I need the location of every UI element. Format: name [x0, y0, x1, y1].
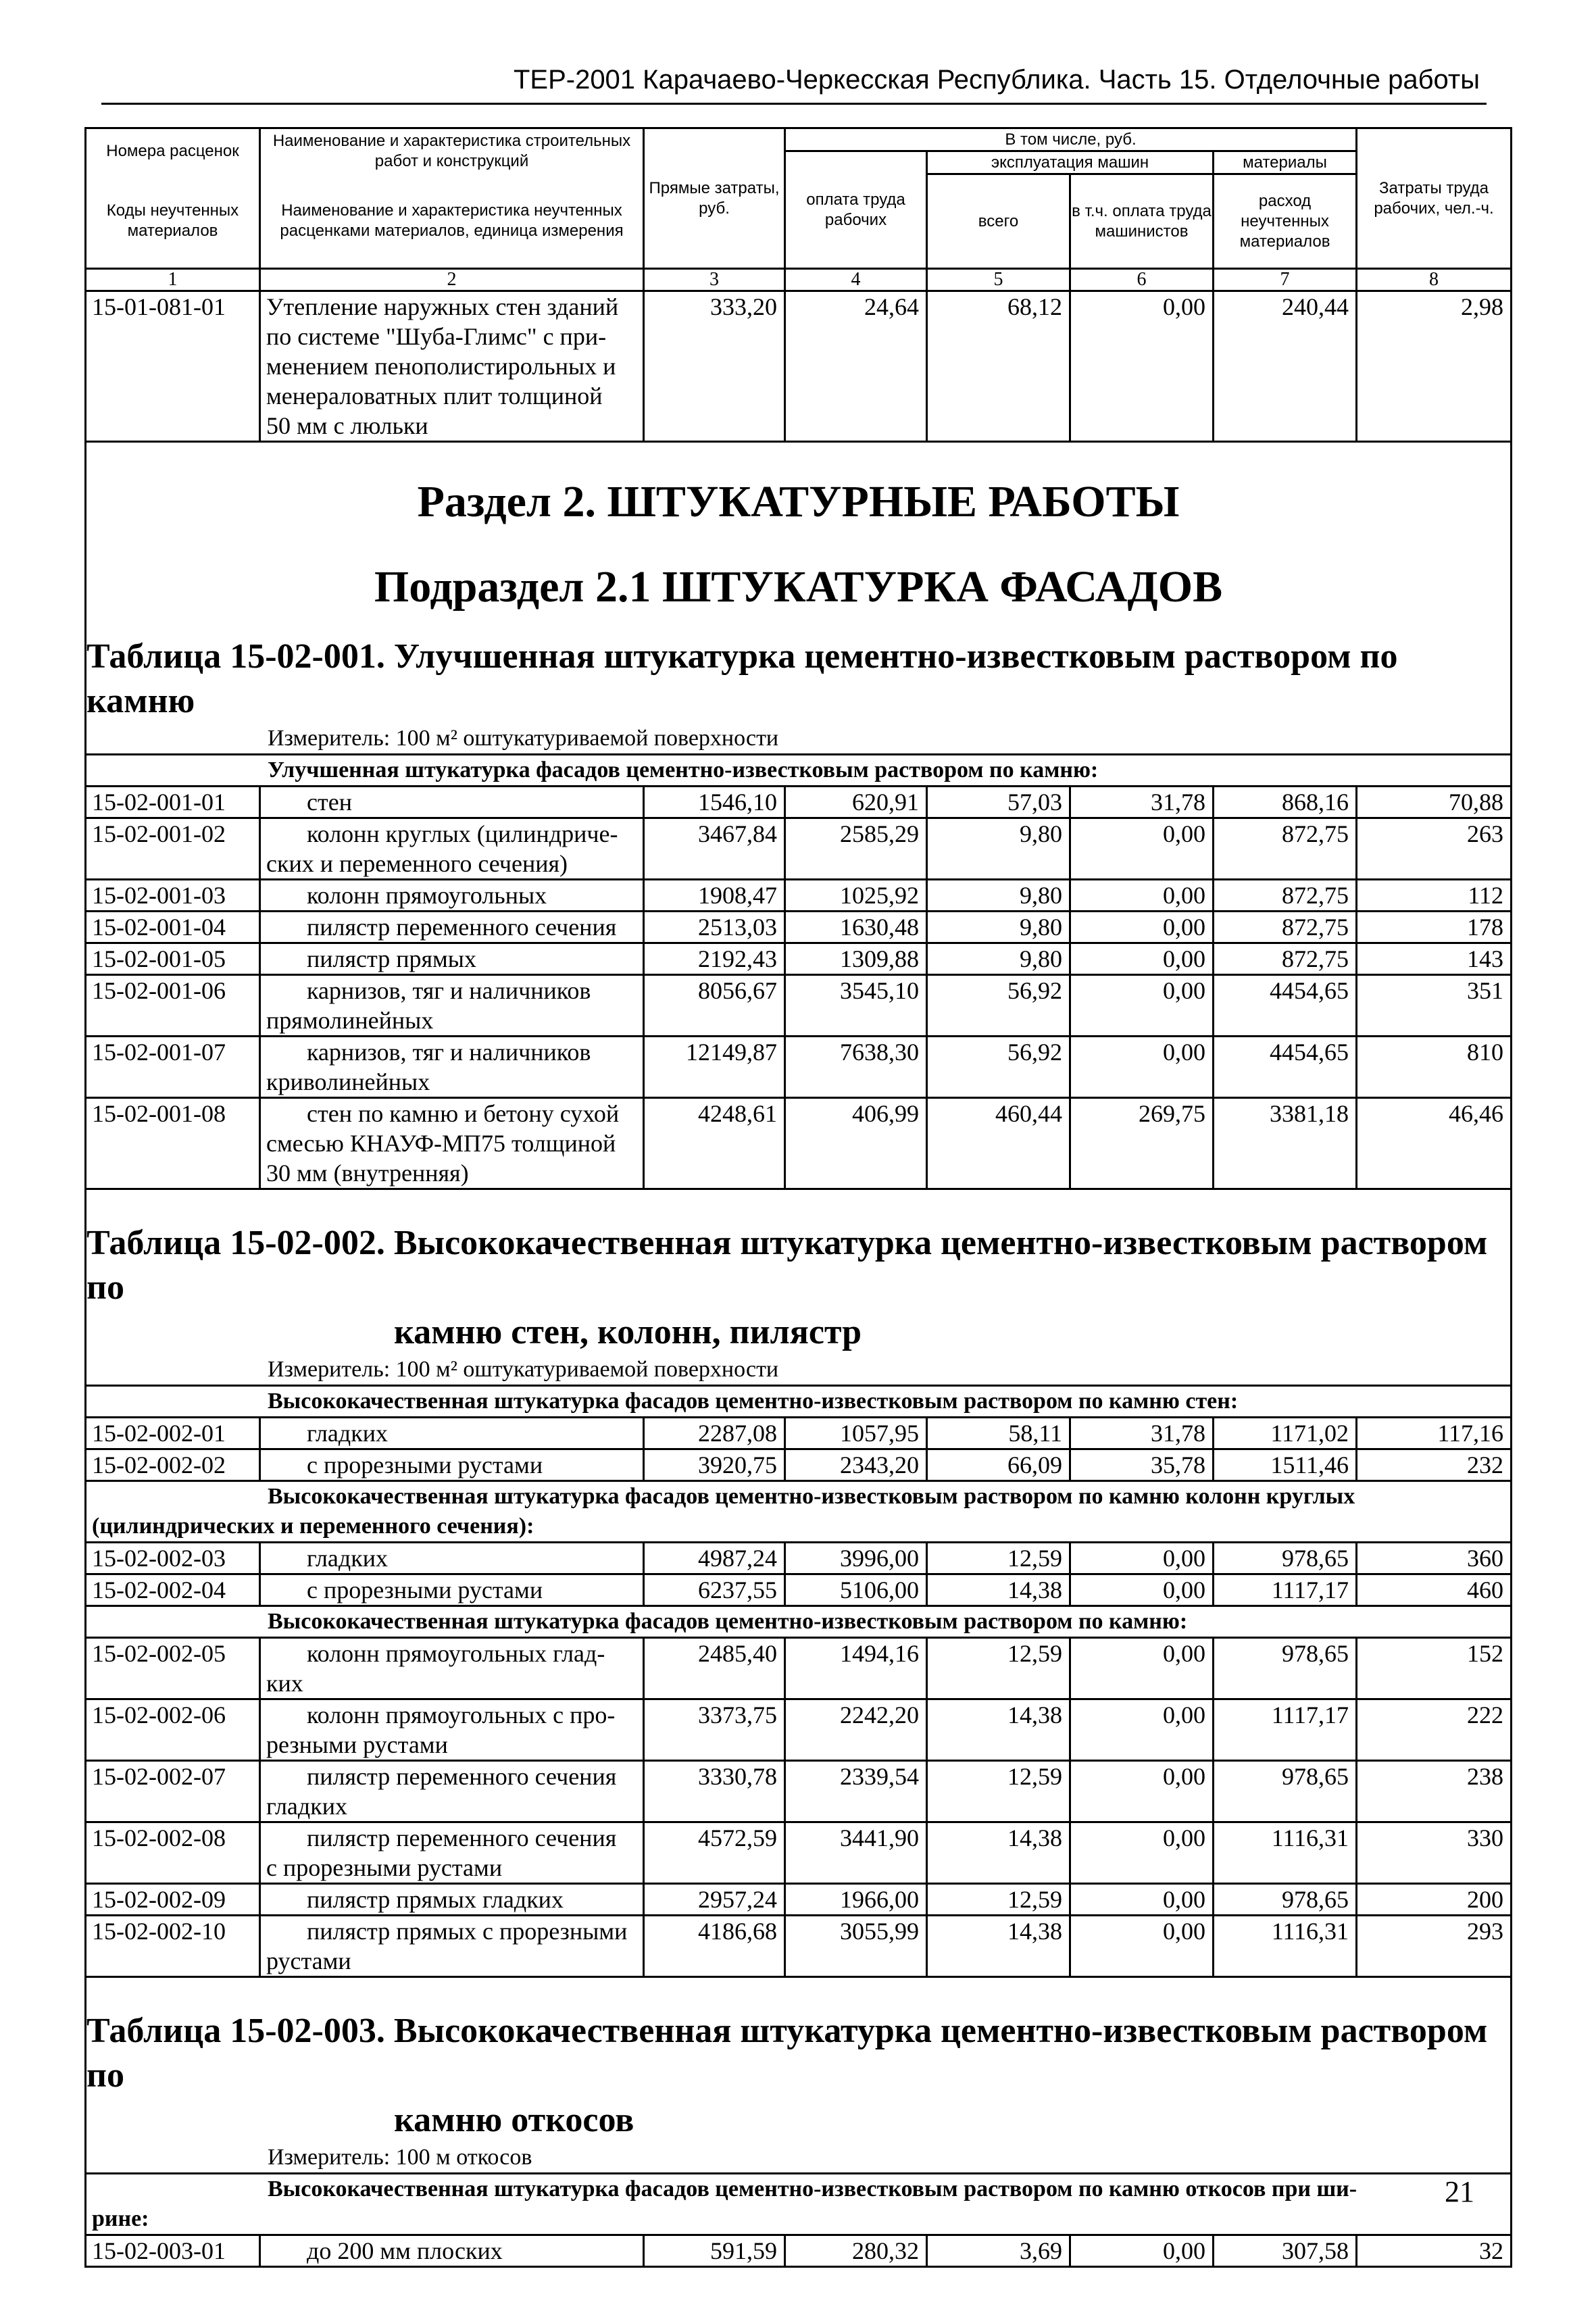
work-name [260, 912, 644, 943]
col3-header: Прямые затраты, руб. [644, 128, 785, 269]
value-col-7: 4454,65 [1214, 1037, 1357, 1098]
value-col-5: 56,92 [927, 1037, 1070, 1098]
col4-header: оплата труда рабочих [785, 151, 927, 269]
group-line: Высококачественная штукатурка фасадов цементно-известковым раствором по камню колонн круглых [268, 1484, 1355, 1509]
work-name-line: стен [307, 789, 352, 816]
value-col-6: 0,00 [1070, 880, 1214, 912]
rate-code: 15-02-002-08 [86, 1822, 260, 1884]
value-col-7: 1116,31 [1214, 1916, 1357, 1977]
group-heading [86, 1386, 1512, 1418]
value-col-6: 0,00 [1070, 1884, 1214, 1916]
table-title-line: Таблица 15-02-002. Высококачественная штукатурка цементно-известковым раствором по [86, 1224, 1488, 1307]
work-name-line: колонн круглых (цилиндриче- [307, 820, 618, 847]
work-name [260, 1638, 644, 1699]
value-col-6: 0,00 [1070, 1638, 1214, 1699]
work-name-line: карнизов, тяг и наличников [307, 977, 591, 1004]
measure-text: Измеритель: 100 м² оштукатуриваемой поверхности [268, 726, 779, 751]
value-col-8: 810 [1357, 1037, 1512, 1098]
table-title [86, 1221, 1512, 1355]
value-col-5: 57,03 [927, 787, 1070, 818]
work-name [260, 818, 644, 880]
group-line: Высококачественная штукатурка фасадов цементно-известковым раствором по камню стен: [268, 1389, 1239, 1414]
table-row [86, 1449, 1512, 1481]
value-col-3: 4248,61 [644, 1098, 785, 1189]
value-col-5: 9,80 [927, 880, 1070, 912]
subsection-title: Подраздел 2.1 ШТУКАТУРКА ФАСАДОВ [374, 562, 1223, 612]
page-number: 21 [1445, 2175, 1474, 2208]
col5-header: всего [927, 174, 1070, 269]
materials-header: материалы [1214, 151, 1357, 174]
value-col-8: 70,88 [1357, 787, 1512, 818]
rate-code: 15-02-001-08 [86, 1098, 260, 1189]
value-col-3: 1546,10 [644, 787, 785, 818]
work-name-line: прямолинейных [266, 1007, 434, 1034]
value-col-8: 351 [1357, 975, 1512, 1037]
value-col-7: 1116,31 [1214, 1822, 1357, 1884]
value-col-3: 3467,84 [644, 818, 785, 880]
table-row [86, 1761, 1512, 1822]
work-name-line: по системе "Шуба-Глимс" с при- [266, 323, 607, 350]
value-col-7: 1171,02 [1214, 1418, 1357, 1449]
work-name-line: гладких [307, 1545, 388, 1572]
table-row [86, 818, 1512, 880]
value-col-6: 31,78 [1070, 787, 1214, 818]
value-col-3: 8056,67 [644, 975, 785, 1037]
value-col-6: 0,00 [1070, 818, 1214, 880]
rate-code: 15-02-002-03 [86, 1543, 260, 1574]
work-name-line: смесью КНАУФ-МП75 толщиной [266, 1130, 616, 1157]
measure-unit [86, 1355, 1512, 1386]
value-col-4: 406,99 [785, 1098, 927, 1189]
table-row [86, 1098, 1512, 1189]
work-name [260, 880, 644, 912]
value-col-3: 591,59 [644, 2235, 785, 2267]
measure-text: Измеритель: 100 м откосов [268, 2145, 532, 2170]
value-col-4: 3441,90 [785, 1822, 927, 1884]
group-line: рине: [92, 2206, 149, 2231]
value-col-4: 2343,20 [785, 1449, 927, 1481]
value-col-3: 3373,75 [644, 1699, 785, 1761]
running-header [101, 65, 1487, 105]
work-name [260, 787, 644, 818]
value-col-3: 2485,40 [644, 1638, 785, 1699]
value-col-4: 1966,00 [785, 1884, 927, 1916]
column-number: 7 [1214, 269, 1357, 291]
value-col-3: 2513,03 [644, 912, 785, 943]
value-col-7: 3381,18 [1214, 1098, 1357, 1189]
column-number: 3 [644, 269, 785, 291]
work-name-line: ских и переменного сечения) [266, 850, 568, 877]
col2-bottom: Наименование и характеристика неучтенных расценками материалов, единица измерения [260, 174, 644, 269]
column-number: 1 [86, 269, 260, 291]
rate-code: 15-02-002-06 [86, 1699, 260, 1761]
value-col-8: 238 [1357, 1761, 1512, 1822]
table-title [86, 2009, 1512, 2143]
value-col-8: 117,16 [1357, 1418, 1512, 1449]
value-col-4: 1630,48 [785, 912, 927, 943]
value-col-8: 200 [1357, 1884, 1512, 1916]
value-col-6: 0,00 [1070, 1574, 1214, 1606]
value-col-7: 1117,17 [1214, 1574, 1357, 1606]
group-heading [86, 1606, 1512, 1638]
value-col-8: 460 [1357, 1574, 1512, 1606]
value-col-3: 12149,87 [644, 1037, 785, 1098]
table-title-line: Таблица 15-02-003. Высококачественная штукатурка цементно-известковым раствором по [86, 2012, 1488, 2095]
value-col-4: 5106,00 [785, 1574, 927, 1606]
value-col-7: 872,75 [1214, 943, 1357, 975]
rate-code: 15-02-001-01 [86, 787, 260, 818]
rates-table [84, 127, 1512, 2268]
rate-code: 15-02-002-01 [86, 1418, 260, 1449]
value-col-5: 56,92 [927, 975, 1070, 1037]
value-col-4: 280,32 [785, 2235, 927, 2267]
value-col-6: 0,00 [1070, 975, 1214, 1037]
measure-unit [86, 2143, 1512, 2174]
value-col-8: 232 [1357, 1449, 1512, 1481]
rate-code: 15-02-001-07 [86, 1037, 260, 1098]
table-row [86, 291, 1512, 442]
value-col-3: 3920,75 [644, 1449, 785, 1481]
value-col-3: 1908,47 [644, 880, 785, 912]
work-name-line: карнизов, тяг и наличников [307, 1039, 591, 1066]
table-row [86, 912, 1512, 943]
table-row [86, 880, 1512, 912]
col6-header: в т.ч. оплата труда машинистов [1070, 174, 1214, 269]
group-header: В том числе, руб. [785, 128, 1357, 151]
col2-top: Наименование и характеристика строительных работ и конструкций [260, 128, 644, 174]
value-col-8: 32 [1357, 2235, 1512, 2267]
group-line: Высококачественная штукатурка фасадов цементно-известковым раствором по камню откосов при ши- [268, 2176, 1357, 2201]
value-col-4: 24,64 [785, 291, 927, 442]
group-heading [86, 2174, 1512, 2235]
value-col-5: 12,59 [927, 1761, 1070, 1822]
work-name-line: колонн прямоугольных [307, 882, 547, 909]
value-col-5: 9,80 [927, 912, 1070, 943]
value-col-5: 12,59 [927, 1638, 1070, 1699]
value-col-4: 3996,00 [785, 1543, 927, 1574]
table-row [86, 1916, 1512, 1977]
value-col-5: 14,38 [927, 1822, 1070, 1884]
table-title [86, 634, 1512, 724]
section-title: Раздел 2. ШТУКАТУРНЫЕ РАБОТЫ [417, 477, 1180, 526]
column-number: 6 [1070, 269, 1214, 291]
work-name-line: пилястр прямых [307, 945, 476, 972]
table-row [86, 1574, 1512, 1606]
work-name-line: менераловатных плит толщиной [266, 382, 603, 409]
work-name-line: пилястр переменного сечения [307, 1824, 617, 1851]
value-col-3: 4186,68 [644, 1916, 785, 1977]
value-col-5: 9,80 [927, 818, 1070, 880]
work-name [260, 1418, 644, 1449]
table-title-line: камню стен, колонн, пилястр [394, 1313, 862, 1351]
value-col-4: 3545,10 [785, 975, 927, 1037]
spacer [86, 1977, 1512, 2010]
col1-top: Номера расценок [86, 128, 260, 174]
value-col-3: 4987,24 [644, 1543, 785, 1574]
table-row [86, 787, 1512, 818]
value-col-7: 1117,17 [1214, 1699, 1357, 1761]
column-number: 4 [785, 269, 927, 291]
work-name-line: ких [266, 1670, 303, 1697]
value-col-4: 2242,20 [785, 1699, 927, 1761]
value-col-5: 66,09 [927, 1449, 1070, 1481]
table-title-line: камню откосов [394, 2101, 634, 2139]
work-name-line: 50 мм с люльки [266, 412, 428, 439]
value-col-7: 872,75 [1214, 912, 1357, 943]
rate-code: 15-02-002-02 [86, 1449, 260, 1481]
group-heading [86, 755, 1512, 787]
work-name [260, 1884, 644, 1916]
work-name [260, 1098, 644, 1189]
work-name [260, 1761, 644, 1822]
work-name-line: криволинейных [266, 1068, 430, 1095]
rate-code: 15-02-002-10 [86, 1916, 260, 1977]
value-col-5: 68,12 [927, 291, 1070, 442]
machines-header: эксплуатация машин [927, 151, 1214, 174]
value-col-6: 0,00 [1070, 291, 1214, 442]
measure-text: Измеритель: 100 м² оштукатуриваемой поверхности [268, 1357, 779, 1382]
work-name [260, 291, 644, 442]
value-col-6: 0,00 [1070, 912, 1214, 943]
work-name-line: пилястр переменного сечения [307, 914, 617, 941]
work-name [260, 975, 644, 1037]
table-title-line: Таблица 15-02-001. Улучшенная штукатурка цементно-известковым раствором по камню [86, 637, 1398, 720]
work-name [260, 943, 644, 975]
value-col-3: 2192,43 [644, 943, 785, 975]
work-name-line: 30 мм (внутренняя) [266, 1160, 469, 1187]
value-col-6: 0,00 [1070, 1543, 1214, 1574]
value-col-5: 14,38 [927, 1574, 1070, 1606]
work-name-line: с прорезными рустами [307, 1451, 543, 1478]
value-col-5: 14,38 [927, 1916, 1070, 1977]
value-col-6: 0,00 [1070, 1822, 1214, 1884]
value-col-5: 12,59 [927, 1884, 1070, 1916]
work-name-line: до 200 мм плоских [307, 2237, 503, 2264]
rate-code: 15-02-002-07 [86, 1761, 260, 1822]
value-col-6: 0,00 [1070, 1761, 1214, 1822]
work-name-line: колонн прямоугольных с про- [307, 1701, 616, 1728]
value-col-5: 14,38 [927, 1699, 1070, 1761]
value-col-3: 333,20 [644, 291, 785, 442]
value-col-4: 7638,30 [785, 1037, 927, 1098]
header-title: ТЕР-2001 Карачаево-Черкесская Республика. Часть 15. Отделочные работы [513, 65, 1480, 95]
column-number: 5 [927, 269, 1070, 291]
value-col-4: 2585,29 [785, 818, 927, 880]
value-col-3: 3330,78 [644, 1761, 785, 1822]
value-col-3: 4572,59 [644, 1822, 785, 1884]
value-col-8: 143 [1357, 943, 1512, 975]
column-number: 2 [260, 269, 644, 291]
work-name-line: гладких [266, 1793, 347, 1820]
rate-code: 15-02-002-09 [86, 1884, 260, 1916]
value-col-6: 0,00 [1070, 1037, 1214, 1098]
work-name-line: рустами [266, 1947, 351, 1974]
table-row [86, 1822, 1512, 1884]
value-col-8: 360 [1357, 1543, 1512, 1574]
value-col-5: 3,69 [927, 2235, 1070, 2267]
value-col-8: 330 [1357, 1822, 1512, 1884]
value-col-6: 0,00 [1070, 1699, 1214, 1761]
group-line: Улучшенная штукатурка фасадов цементно-известковым раствором по камню: [268, 757, 1099, 782]
work-name-line: гладких [307, 1420, 388, 1447]
work-name [260, 1822, 644, 1884]
work-name-line: Утепление наружных стен зданий [266, 293, 619, 320]
work-name-line: стен по камню и бетону сухой [307, 1100, 620, 1127]
rate-code: 15-02-001-02 [86, 818, 260, 880]
value-col-6: 269,75 [1070, 1098, 1214, 1189]
work-name [260, 1449, 644, 1481]
value-col-7: 868,16 [1214, 787, 1357, 818]
value-col-5: 9,80 [927, 943, 1070, 975]
value-col-7: 978,65 [1214, 1884, 1357, 1916]
value-col-7: 978,65 [1214, 1761, 1357, 1822]
value-col-8: 293 [1357, 1916, 1512, 1977]
value-col-6: 0,00 [1070, 2235, 1214, 2267]
rate-code: 15-01-081-01 [86, 291, 260, 442]
col1-bottom: Коды неучтенных материалов [86, 174, 260, 269]
value-col-8: 2,98 [1357, 291, 1512, 442]
work-name-line: пилястр переменного сечения [307, 1763, 617, 1790]
value-col-4: 1494,16 [785, 1638, 927, 1699]
value-col-7: 872,75 [1214, 880, 1357, 912]
table-row [86, 1699, 1512, 1761]
work-name-line: пилястр прямых гладких [307, 1886, 564, 1913]
work-name-line: менением пенополистирольных и [266, 353, 616, 380]
value-col-6: 31,78 [1070, 1418, 1214, 1449]
rate-code: 15-02-003-01 [86, 2235, 260, 2267]
table-row [86, 1037, 1512, 1098]
work-name [260, 1574, 644, 1606]
value-col-3: 2957,24 [644, 1884, 785, 1916]
value-col-4: 1057,95 [785, 1418, 927, 1449]
value-col-8: 112 [1357, 880, 1512, 912]
work-name [260, 2235, 644, 2267]
table-row [86, 2235, 1512, 2267]
table-row [86, 1418, 1512, 1449]
value-col-5: 58,11 [927, 1418, 1070, 1449]
group-line: Высококачественная штукатурка фасадов цементно-известковым раствором по камню: [268, 1609, 1188, 1634]
spacer [86, 1189, 1512, 1222]
value-col-8: 263 [1357, 818, 1512, 880]
value-col-4: 1309,88 [785, 943, 927, 975]
col8-header: Затраты труда рабочих, чел.-ч. [1357, 128, 1512, 269]
work-name-line: с прорезными рустами [266, 1854, 503, 1881]
work-name [260, 1699, 644, 1761]
table-row [86, 1884, 1512, 1916]
work-name-line: резными рустами [266, 1731, 448, 1758]
work-name [260, 1037, 644, 1098]
work-name-line: пилястр прямых с прорезными [307, 1918, 628, 1945]
value-col-6: 0,00 [1070, 1916, 1214, 1977]
rate-code: 15-02-001-06 [86, 975, 260, 1037]
value-col-6: 35,78 [1070, 1449, 1214, 1481]
value-col-8: 46,46 [1357, 1098, 1512, 1189]
table-row [86, 943, 1512, 975]
value-col-8: 178 [1357, 912, 1512, 943]
value-col-8: 222 [1357, 1699, 1512, 1761]
value-col-4: 1025,92 [785, 880, 927, 912]
value-col-5: 460,44 [927, 1098, 1070, 1189]
section-header [86, 442, 1512, 635]
group-heading [86, 1481, 1512, 1543]
measure-unit [86, 724, 1512, 755]
value-col-7: 240,44 [1214, 291, 1357, 442]
rate-code: 15-02-002-05 [86, 1638, 260, 1699]
value-col-7: 4454,65 [1214, 975, 1357, 1037]
rate-code: 15-02-001-05 [86, 943, 260, 975]
value-col-4: 3055,99 [785, 1916, 927, 1977]
value-col-7: 978,65 [1214, 1543, 1357, 1574]
column-number: 8 [1357, 269, 1512, 291]
value-col-6: 0,00 [1070, 943, 1214, 975]
work-name-line: с прорезными рустами [307, 1576, 543, 1603]
table-row [86, 1543, 1512, 1574]
group-line: (цилиндрических и переменного сечения): [92, 1514, 534, 1539]
value-col-7: 978,65 [1214, 1638, 1357, 1699]
value-col-5: 12,59 [927, 1543, 1070, 1574]
value-col-8: 152 [1357, 1638, 1512, 1699]
rate-code: 15-02-001-04 [86, 912, 260, 943]
value-col-7: 1511,46 [1214, 1449, 1357, 1481]
work-name [260, 1916, 644, 1977]
table-row [86, 975, 1512, 1037]
value-col-3: 2287,08 [644, 1418, 785, 1449]
rate-code: 15-02-001-03 [86, 880, 260, 912]
value-col-7: 307,58 [1214, 2235, 1357, 2267]
value-col-4: 620,91 [785, 787, 927, 818]
value-col-4: 2339,54 [785, 1761, 927, 1822]
work-name-line: колонн прямоугольных глад- [307, 1640, 605, 1667]
work-name [260, 1543, 644, 1574]
table-row [86, 1638, 1512, 1699]
value-col-7: 872,75 [1214, 818, 1357, 880]
rate-code: 15-02-002-04 [86, 1574, 260, 1606]
col7-header: расход неучтенных материалов [1214, 174, 1357, 269]
value-col-3: 6237,55 [644, 1574, 785, 1606]
